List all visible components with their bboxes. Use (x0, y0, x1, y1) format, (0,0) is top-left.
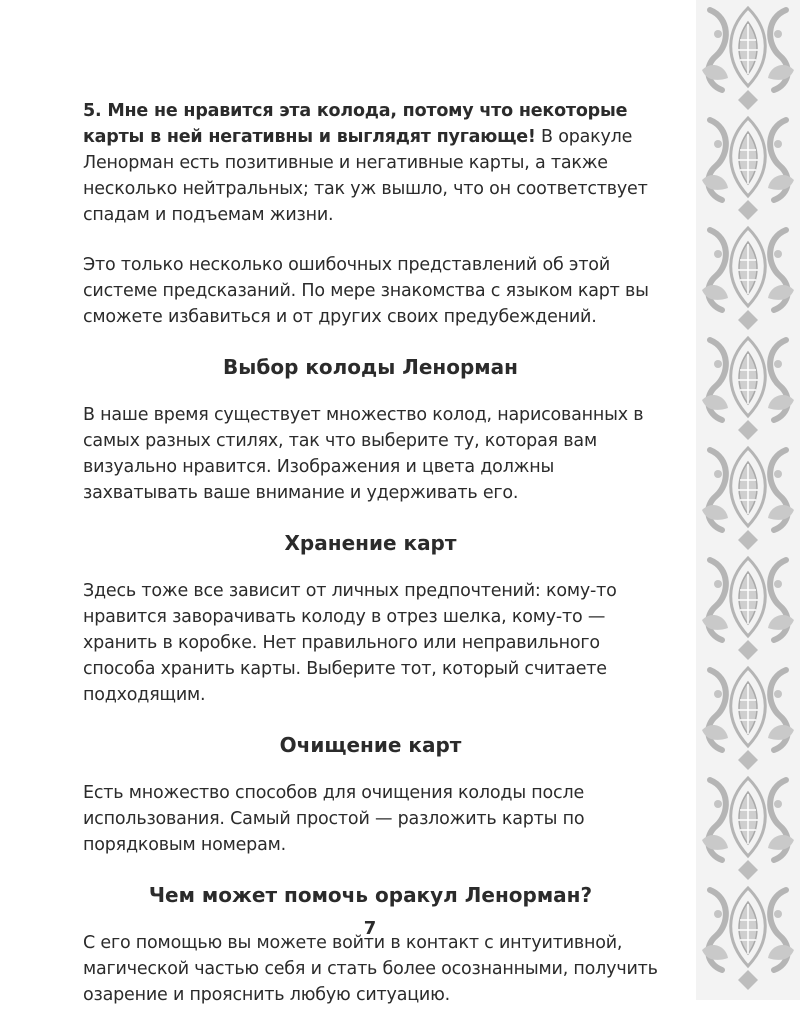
section-heading-storage: Хранение карт (284, 531, 457, 555)
section-heading-cleansing: Очищение карт (279, 733, 462, 757)
section-text-choose-deck: В наше время существует множество колод, нарисованных в самых разных стилях, так что выберите ту, которая вам визуально нравится. Изображения и цвета должны захватывать ваше внимание и удерживать его. (83, 405, 644, 503)
section-text-help: С его помощью вы можете войти в контакт с интуитивной, магической частью себя и стать более осознанными, получить озарение и прояснить любую ситуацию. (83, 933, 658, 1005)
intro-paragraph-2: Это только несколько ошибочных представлений об этой системе предсказаний. По мере знакомства с языком карт вы сможете избавиться и от других своих предубеждений. (83, 255, 649, 327)
section-heading-help: Чем может помочь оракул Ленорман? (148, 883, 593, 907)
section-text-cleansing: Есть множество способов для очищения колоды после использования. Самый простой — разложить карты по порядковым номерам. (83, 783, 585, 855)
intro-lead: 5. Мне не нравится эта колода, потому что некоторые карты в ней негативны и выглядят пугающе! (83, 101, 628, 147)
page-number: 7 (363, 918, 377, 939)
page-content (83, 98, 658, 1032)
section-heading-choose-deck: Выбор колоды Ленорман (223, 355, 518, 379)
section-text-storage: Здесь тоже все зависит от личных предпочтений: кому-то нравится заворачивать колоду в отрез шелка, кому-то — хранить в коробке. Нет правильного или неправильного способа хранить карты. Выберите тот, который считаете подходящим. (83, 581, 617, 705)
intro-paragraph (83, 98, 658, 228)
intro-text: В оракуле Ленорман есть позитивные и негативные карты, а также несколько нейтральных; так уж вышло, что он соответствует спадам и подъемам жизни. (83, 127, 648, 225)
decorative-border-ornament (696, 0, 800, 1000)
